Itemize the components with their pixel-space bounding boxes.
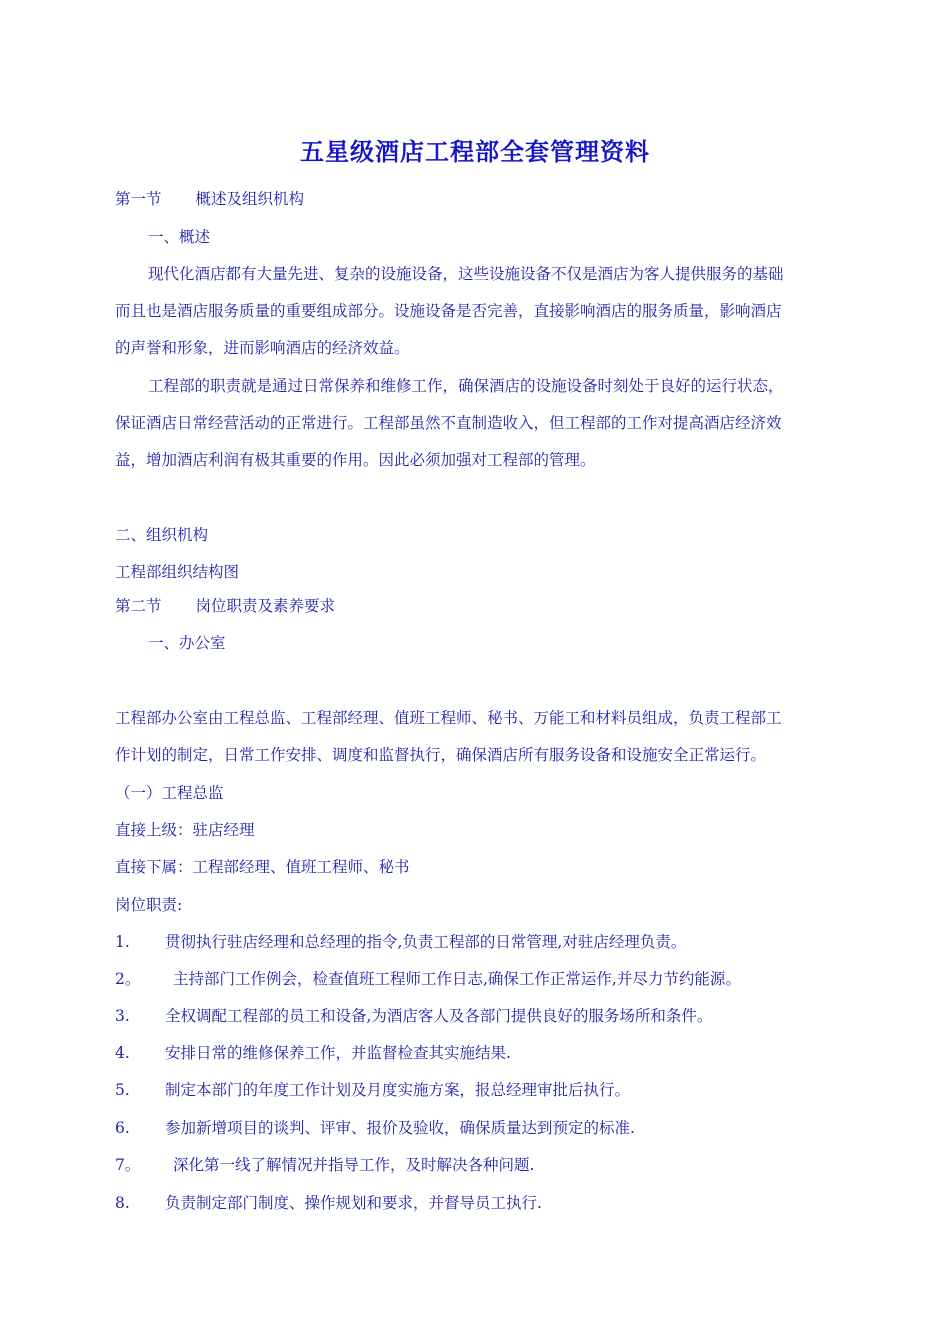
director-duties-label: 岗位职责: — [115, 896, 183, 914]
duty-item — [115, 1117, 635, 1139]
duty-item — [115, 931, 686, 953]
duty-number: 2。 — [115, 970, 141, 988]
overview-p1-line-1: 现代化酒店都有大量先进、复杂的设施设备，这些设施设备不仅是酒店为客人提供服务的基础 — [148, 265, 784, 283]
duty-text: 主持部门工作例会，检查值班工程师工作日志,确保工作正常运作,并尽力节约能源。 — [173, 970, 741, 988]
duty-text: 参加新增项目的谈判、评审、报价及验收，确保质量达到预定的标准. — [165, 1119, 635, 1137]
section-2-heading — [115, 595, 335, 617]
section-1-name: 概述及组织机构 — [195, 190, 305, 208]
duty-number: 8. — [115, 1194, 130, 1212]
overview-p1-line-2: 而且也是酒店服务质量的重要组成部分。设施设备是否完善，直接影响酒店的服务质量，影响酒店 — [115, 302, 782, 320]
duty-item — [115, 1192, 542, 1214]
section-1-heading — [115, 188, 304, 210]
director-subordinates: 直接下属：工程部经理、值班工程师、秘书 — [115, 858, 410, 876]
section-1-label: 第一节 — [115, 190, 162, 208]
director-superior: 直接上级：驻店经理 — [115, 821, 255, 839]
duty-item — [115, 1042, 511, 1064]
duty-text: 负责制定部门制度、操作规划和要求，并督导员工执行. — [165, 1194, 542, 1212]
duty-number: 7。 — [115, 1156, 141, 1174]
document-title: 五星级酒店工程部全套管理资料 — [300, 137, 650, 166]
org-heading: 二、组织机构 — [115, 526, 209, 544]
overview-p2-line-3: 益，增加酒店利润有极其重要的作用。因此必须加强对工程部的管理。 — [115, 451, 596, 469]
duty-text: 安排日常的维修保养工作，并监督检查其实施结果. — [165, 1044, 511, 1062]
director-heading: （一）工程总监 — [115, 784, 224, 802]
office-p-line-2: 作计划的制定，日常工作安排、调度和监督执行，确保酒店所有服务设备和设施安全正常运行。 — [115, 746, 767, 764]
section-2-label: 第二节 — [115, 597, 162, 615]
duty-number: 6. — [115, 1119, 130, 1137]
office-p-line-1: 工程部办公室由工程总监、工程部经理、值班工程师、秘书、万能工和材料员组成，负责工程部工 — [115, 709, 782, 727]
overview-p1-line-3: 的声誉和形象，进而影响酒店的经济效益。 — [115, 339, 410, 357]
org-chart-caption: 工程部组织结构图 — [115, 563, 240, 581]
duty-item — [115, 1079, 630, 1101]
overview-heading: 一、概述 — [148, 228, 211, 246]
duty-item — [115, 1154, 534, 1176]
duty-number: 3. — [115, 1007, 130, 1025]
duty-number: 4. — [115, 1044, 130, 1062]
duty-text: 全权调配工程部的员工和设备,为酒店客人及各部门提供良好的服务场所和条件。 — [165, 1007, 713, 1025]
duty-text: 深化第一线了解情况并指导工作，及时解决各种问题. — [173, 1156, 535, 1174]
section-2-name: 岗位职责及素养要求 — [195, 597, 336, 615]
duty-number: 1. — [115, 933, 130, 951]
overview-p2-line-1: 工程部的职责就是通过日常保养和维修工作，确保酒店的设施设备时刻处于良好的运行状态， — [148, 377, 784, 395]
duty-text: 制定本部门的年度工作计划及月度实施方案，报总经理审批后执行。 — [165, 1081, 631, 1099]
duty-text: 贯彻执行驻店经理和总经理的指令,负责工程部的日常管理,对驻店经理负责。 — [165, 933, 687, 951]
overview-p2-line-2: 保证酒店日常经营活动的正常进行。工程部虽然不直制造收入，但工程部的工作对提高酒店经济效 — [115, 414, 782, 432]
duty-number: 5. — [115, 1081, 130, 1099]
duty-item — [115, 1005, 712, 1027]
duty-item — [115, 968, 741, 990]
office-heading: 一、办公室 — [148, 634, 226, 652]
